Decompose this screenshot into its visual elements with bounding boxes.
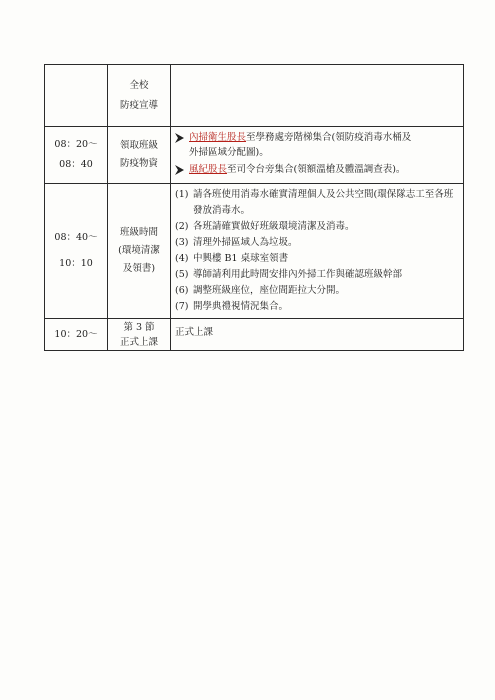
- schedule-table: [44, 64, 464, 351]
- list-item: [175, 219, 459, 235]
- item-cell: [108, 319, 171, 351]
- list-text: 中興樓 B1 桌球室領書: [193, 253, 289, 264]
- list-number: (2): [175, 221, 189, 232]
- item-cell: [108, 127, 171, 184]
- item-line: 防疫宣導: [119, 99, 158, 111]
- list-text: 導師請利用此時間安排內外掃工作與確認班級幹部: [193, 269, 403, 280]
- content-cell: [171, 127, 464, 184]
- time-cell: [45, 127, 108, 184]
- time-cell: [45, 319, 108, 351]
- list-item: [175, 187, 459, 219]
- role-highlight: 內掃衛生股長: [189, 132, 247, 143]
- arrow-text-rest: 至司令台旁集合(領額溫槍及體溫調查表)。: [227, 164, 406, 175]
- list-text: 調整班級座位，座位間距拉大分開。: [193, 285, 346, 296]
- time-line: 08：40～: [54, 232, 98, 243]
- list-text: 清理外掃區域人為垃圾。: [193, 237, 298, 248]
- table-row: [45, 184, 464, 319]
- time-line: 08：20～: [54, 139, 98, 150]
- time-cell: [45, 184, 108, 319]
- item-line: 正式上課: [119, 336, 158, 348]
- item-line: (環境清潔: [118, 245, 160, 256]
- content-text: 正式上課: [175, 327, 214, 338]
- list-number: (6): [175, 285, 189, 296]
- list-number: (5): [175, 269, 189, 280]
- table-row: [45, 65, 464, 127]
- arrow-item: [175, 162, 459, 180]
- list-number: (3): [175, 237, 189, 248]
- list-text: 開學典禮視情況集合。: [193, 301, 289, 312]
- list-text: 請各班使用消毒水確實清理個人及公共空間(環保隊志工至各班發放消毒水。: [193, 189, 454, 216]
- list-item: [175, 299, 459, 315]
- arrow-right-icon: [175, 130, 189, 148]
- list-item: [175, 267, 459, 283]
- arrow-item: [175, 130, 459, 160]
- arrow-text: [189, 162, 405, 177]
- list-item: [175, 251, 459, 267]
- list-text: 各班請確實做好班級環境清潔及消毒。: [193, 221, 355, 232]
- item-line: 防疫物資: [119, 158, 158, 169]
- list-item: [175, 283, 459, 299]
- item-cell: [108, 65, 171, 127]
- role-highlight: 風紀股長: [189, 164, 228, 175]
- arrow-text-rest: 至學務處旁階梯集合(領防疫消毒水桶及: [246, 132, 412, 143]
- list-number: (4): [175, 253, 189, 264]
- arrow-right-icon: [175, 162, 189, 180]
- item-line: 及領書): [122, 263, 156, 274]
- time-cell: [45, 65, 108, 127]
- time-line: 10：10: [59, 258, 93, 269]
- item-line: 第 3 節: [123, 321, 155, 333]
- content-cell: [171, 319, 464, 351]
- list-number: (1): [175, 189, 189, 200]
- content-cell: [171, 184, 464, 319]
- list-item: [175, 235, 459, 251]
- item-line: 全校: [129, 79, 149, 91]
- arrow-text: [189, 130, 411, 160]
- table-row: [45, 127, 464, 184]
- list-number: (7): [175, 301, 189, 312]
- arrow-text-rest: 外掃區域分配圖)。: [189, 147, 269, 158]
- content-cell: [171, 65, 464, 127]
- item-cell: [108, 184, 171, 319]
- time-line: 08：40: [59, 159, 93, 170]
- item-line: 領取班級: [119, 140, 158, 151]
- time-line: 10：20～: [54, 328, 98, 340]
- table-row: [45, 319, 464, 351]
- item-line: 班級時間: [119, 227, 158, 238]
